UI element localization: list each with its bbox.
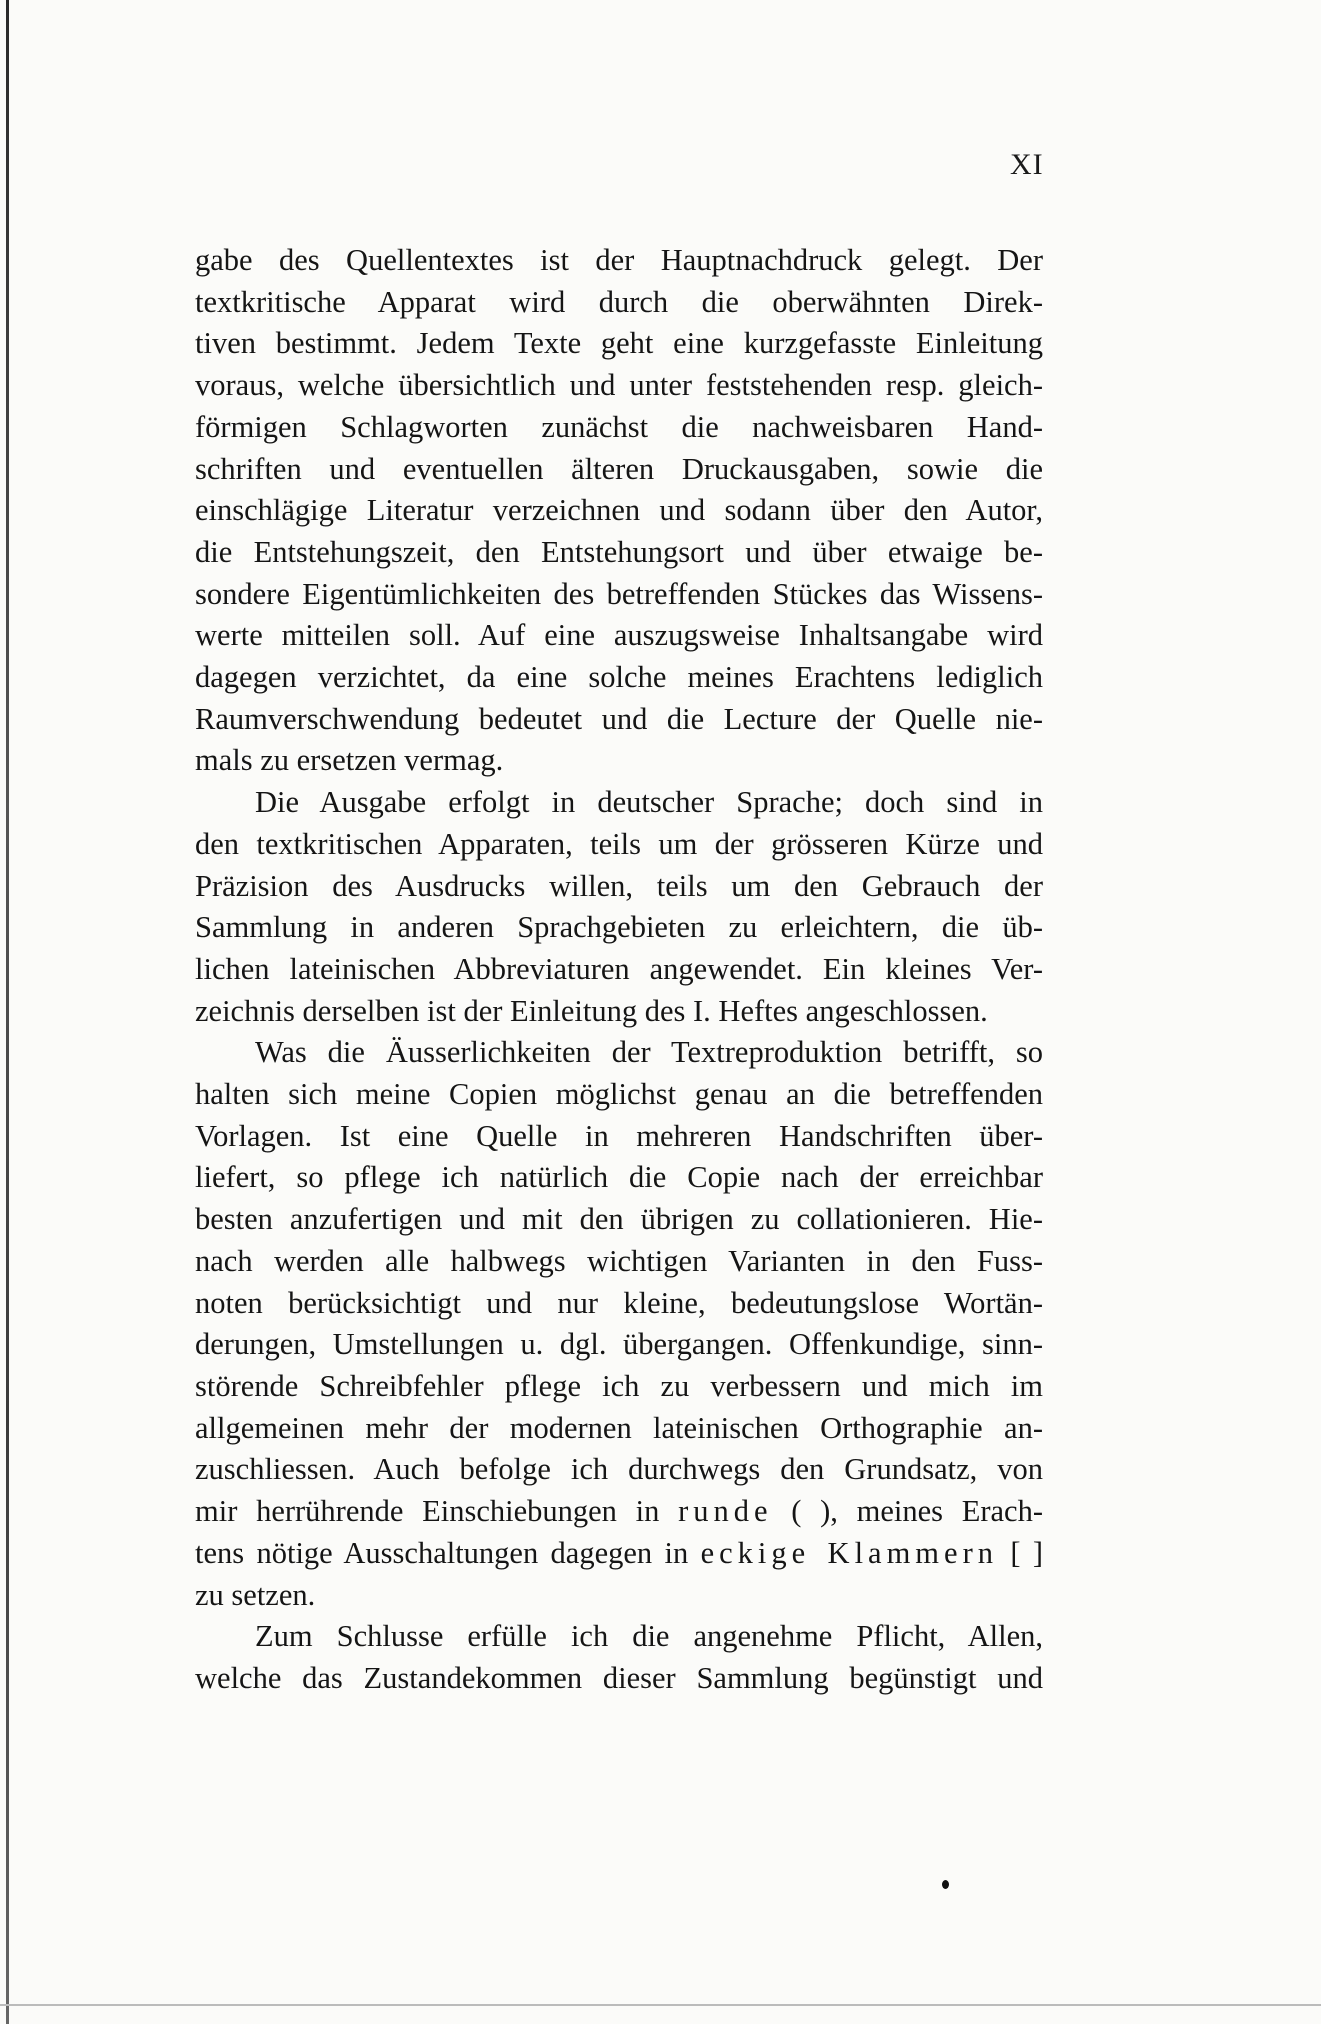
text-line: gabe des Quellentextes ist der Hauptnachdruck gelegt. Der: [195, 243, 1043, 277]
paragraph-2: [195, 782, 1043, 1032]
text-line: welche das Zustandekommen dieser Sammlung begünstigt und: [195, 1660, 1043, 1695]
text-line: Sammlung in anderen Sprachgebieten zu erleichtern, die üb-: [195, 910, 1043, 945]
body-text: [195, 240, 1043, 1700]
page-bottom-edge: [0, 2004, 1321, 2006]
text-fragment: mir herrührende Einschiebungen in: [195, 1494, 660, 1529]
text-line: mals zu ersetzen vermag.: [195, 743, 504, 778]
text-line: störende Schreibfehler pflege ich zu verbessern und mich im: [195, 1368, 1043, 1403]
text-line: voraus, welche übersichtlich und unter feststehenden resp. gleich-: [195, 368, 1043, 403]
text-line: den textkritischen Apparaten, teils um der grösseren Kürze und: [195, 826, 1043, 861]
spaced-emphasis: eckige Klammern: [700, 1535, 998, 1570]
text-line: zeichnis derselben ist der Einleitung des I. Heftes angeschlossen.: [195, 993, 988, 1028]
text-line: Raumverschwendung bedeutet und die Lecture der Quelle nie-: [195, 701, 1043, 736]
text-line: besten anzufertigen und mit den übrigen zu collationieren. Hie-: [195, 1202, 1043, 1237]
text-line: Die Ausgabe erfolgt in deutscher Sprache; doch sind in: [255, 785, 1043, 820]
paragraph-4: [195, 1616, 1043, 1699]
paragraph-3: [195, 1032, 1043, 1616]
text-line: lichen lateinischen Abbreviaturen angewendet. Ein kleines Ver-: [195, 951, 1043, 986]
text-line: die Entstehungszeit, den Entstehungsort und über etwaige be-: [195, 534, 1043, 569]
text-line: Vorlagen. Ist eine Quelle in mehreren Handschriften über-: [195, 1118, 1043, 1153]
text-line: noten berücksichtigt und nur kleine, bedeutungslose Wortän-: [195, 1285, 1043, 1320]
text-line: Was die Äusserlichkeiten der Textreproduktion betrifft, so: [255, 1035, 1043, 1070]
text-fragment: [ ]: [1010, 1535, 1044, 1570]
text-line: derungen, Umstellungen u. dgl. übergangen. Offenkundige, sinn-: [195, 1327, 1043, 1362]
text-line: nach werden alle halbwegs wichtigen Varianten in den Fuss-: [195, 1243, 1043, 1278]
page-number: XI: [1010, 148, 1044, 181]
text-line: förmigen Schlagworten zunächst die nachweisbaren Hand-: [195, 409, 1043, 444]
text-line: schriften und eventuellen älteren Druckausgaben, sowie die: [195, 451, 1043, 486]
text-line: tiven bestimmt. Jedem Texte geht eine kurzgefasste Einleitung: [195, 326, 1043, 361]
text-line: sondere Eigentümlichkeiten des betreffenden Stückes das Wissens-: [195, 576, 1043, 611]
text-line: zuschliessen. Auch befolge ich durchwegs den Grundsatz, von: [195, 1452, 1043, 1487]
text-line: zu setzen.: [195, 1577, 316, 1612]
spaced-emphasis: runde: [678, 1494, 773, 1529]
text-line: Präzision des Ausdrucks willen, teils um den Gebrauch der: [195, 868, 1043, 903]
page-binding-edge: [6, 0, 9, 2024]
text-line: werte mitteilen soll. Auf eine auszugsweise Inhaltsangabe wird: [195, 618, 1043, 653]
ink-speck: [942, 1880, 949, 1889]
text-fragment: tens nötige Ausschaltungen dagegen in: [195, 1535, 689, 1570]
text-line: [195, 1533, 1043, 1575]
text-fragment: ( ), meines Erach-: [791, 1494, 1043, 1529]
text-line: dagegen verzichtet, da eine solche meines Erachtens lediglich: [195, 660, 1043, 695]
text-line: textkritische Apparat wird durch die oberwähnten Direk-: [195, 284, 1043, 319]
text-line: halten sich meine Copien möglichst genau an die betreffenden: [195, 1077, 1043, 1112]
text-line: einschlägige Literatur verzeichnen und sodann über den Autor,: [195, 493, 1043, 528]
text-line: Zum Schlusse erfülle ich die angenehme Pflicht, Allen,: [255, 1619, 1043, 1654]
text-line: allgemeinen mehr der modernen lateinischen Orthographie an-: [195, 1410, 1043, 1445]
paragraph-1: [195, 240, 1043, 782]
text-line: liefert, so pflege ich natürlich die Copie nach der erreichbar: [195, 1160, 1043, 1195]
text-line: [195, 1491, 1043, 1533]
